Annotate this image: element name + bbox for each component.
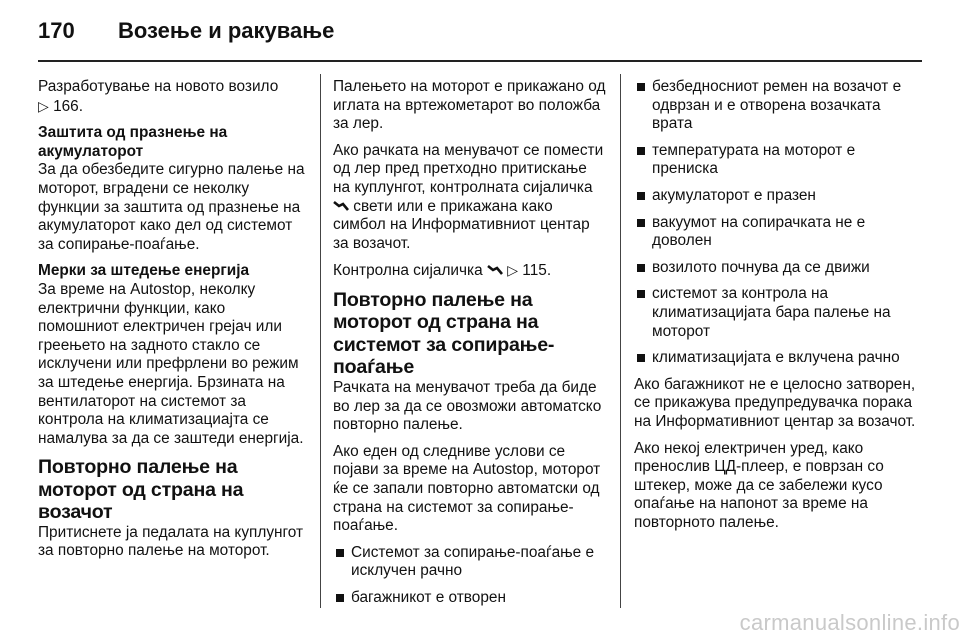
autostop-indicator-icon [333, 200, 349, 212]
list-item: системот за контрола на климатизацијата бара палење на моторот [634, 285, 924, 341]
page-ref-icon: ▷ [38, 97, 49, 114]
paragraph-trunk-warning: Ако багажникот не е целосно затворен, се прикажува предупредувачка порака на Информативниот центар за возачот. [634, 375, 916, 430]
conditions-list-2 [634, 78, 924, 368]
page-number: 170 [38, 18, 75, 43]
column-divider-2 [620, 74, 621, 608]
column-1 [38, 78, 308, 569]
paragraph-indicator-ref: Контролна сијаличка ▷ 115. [333, 262, 552, 280]
page-header [38, 18, 334, 48]
heading-battery-protection: Заштита од празнење на акумулаторот [38, 124, 228, 160]
page-ref[interactable]: 166. [53, 97, 84, 115]
list-item: температурата на моторот е прениска [634, 142, 924, 179]
paragraph-restart-by-driver: Притиснете ја педалата на куплунгот за повторно палење на моторот. [38, 523, 304, 560]
list-item: вакуумот на сопирачката не е доволен [634, 214, 924, 251]
list-item: климатизацијата е вклучена рачно [634, 349, 924, 368]
paragraph-control-indicator: Ако рачката на менувачот се помести од лер пред претходно притискање на куплунгот, контролната сијаличка свети или е прикажана како симбол на Информативниот центар за возачот. [333, 141, 604, 252]
page-title: Возење и ракување [118, 18, 335, 43]
paragraph-voltage-drop: Ако некој електричен уред, како пренослив ЦД-плеер, е поврзан со штекер, може да се забележи кусо опаѓање на напонот за време на повторното палење. [634, 439, 884, 531]
list-item: возилото почнува да се движи [634, 259, 924, 278]
paragraph-engine-start-indication: Палењето на моторот е прикажано од иглата на вртежометарот во положба за лер. [333, 78, 606, 133]
paragraph-gear-neutral: Рачката на менувачот треба да биде во лер за да се овозможи автоматско повторно палење. [333, 378, 602, 434]
watermark: carmanualsonline.info [739, 610, 960, 635]
page-ref[interactable]: 115. [522, 262, 552, 280]
heading-restart-by-driver: Повторно палење на моторот од страна на возачот [38, 456, 244, 524]
list-item: Системот за сопирање-поаѓање е исклучен рачно [333, 544, 608, 581]
column-3 [634, 78, 924, 540]
heading-restart-by-system: Повторно палење на моторот од страна на системот за сопирање-поаѓање [333, 288, 555, 379]
paragraph-break-in: Разработувањe на новото возило ▷ 166. [38, 78, 279, 115]
list-item: акумулаторот е празен [634, 187, 924, 206]
list-item: безбедносниот ремен на возачот е одврзан и е отворена возачката врата [634, 78, 924, 134]
page-ref-icon: ▷ [507, 262, 519, 279]
column-divider-1 [320, 74, 321, 608]
heading-energy-saving: Мерки за штедење енергија [38, 262, 250, 280]
paragraph-conditions: Ако еден од следниве услови се појави за време на Autostop, моторот ќе се запали повторно автоматски од страна на системот за сопирање-поаѓање. [333, 442, 601, 535]
column-2 [333, 78, 608, 615]
paragraph-battery-protection: За да обезбедите сигурно палење на моторот, вградени се неколку функции за заштита од празнење на акумулаторот како дел од системот за сопирање-поаѓање. [38, 161, 305, 253]
header-rule [38, 60, 922, 62]
paragraph-energy-saving: За време на Autostop, неколку електрични функции, како помошниот електричен грејач или греењето на задното стакло се исклучени или префрлени во режим за штедење енергија. Брзината на вентилаторот на системот за контрола на климатизациајта се намалува за да се заштеди енергија. [38, 280, 304, 447]
conditions-list-1 [333, 544, 608, 608]
autostop-indicator-icon [487, 264, 503, 276]
list-item: багажникот е отворен [333, 589, 608, 608]
